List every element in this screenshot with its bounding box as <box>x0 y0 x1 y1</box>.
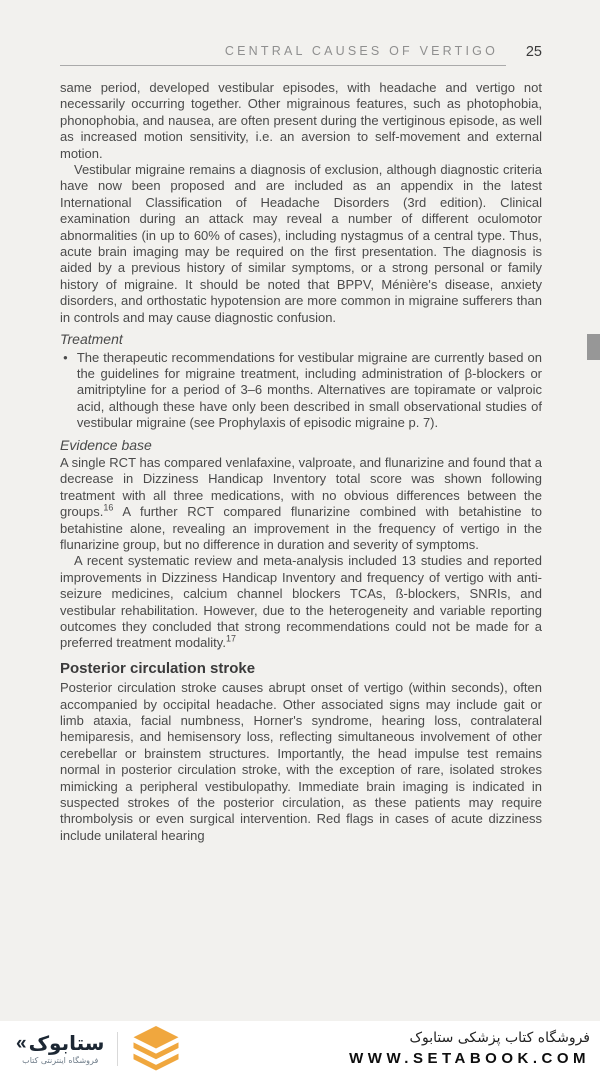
paragraph-posterior-stroke: Posterior circulation stroke causes abrupt onset of vertigo (within seconds), often accompanied by occipital headache. Other associated signs may include gait or limb ataxia, facial numbness, Horner's syndrome, hearing loss, contralateral hemiparesis, and hemisensory loss, reflecting simultaneous involvement of other cerebellar or brainstem structures. Importantly, the head impulse test remains normal in posterior circulation stroke, with the exception of rare, isolated strokes mimicking a peripheral vestibulopathy. Immediate brain imaging is indicated in suspected strokes of the posterior circulation, as these patients may require thrombolysis or even surgical intervention. Red flags in cases of acute dizziness include unilateral hearing <box>60 680 542 843</box>
chapter-title: CENTRAL CAUSES OF VERTIGO <box>60 44 506 66</box>
setabook-logo-row <box>16 1032 104 1054</box>
website-url: WWW.SETABOOK.COM <box>349 1050 590 1067</box>
page-body <box>60 80 542 844</box>
evidence-base-heading: Evidence base <box>60 436 152 453</box>
page-header <box>60 44 542 66</box>
page-number: 25 <box>525 44 542 60</box>
setabook-logo <box>16 1032 104 1065</box>
setabook-logo-text: ستابوک <box>28 1031 105 1055</box>
logo-chevron-icon: « <box>16 1032 27 1054</box>
footer-info <box>349 1030 590 1067</box>
setabook-logo-caption: فروشگاه اینترنتی کتاب <box>22 1056 99 1065</box>
footer-logos <box>16 1026 181 1071</box>
paragraph-evidence-review: A recent systematic review and meta-analysis included 13 studies and reported improvements in Dizziness Handicap Inventory and frequency of vertigo with anti-seizure medicines, calcium channel blockers TCAs, ß-blockers, SNRIs, and vestibular rehabilitation. However, due to the heterogeneity and variable reporting outcomes they concluded that strong recommendations could not be made for a preferred treatment modality.$^{17}$ <box>60 553 542 651</box>
treatment-bullet-list <box>60 350 542 432</box>
paragraph-diagnosis-of-exclusion: Vestibular migraine remains a diagnosis of exclusion, although diagnostic criteria have now been proposed and are included as an appendix in the latest International Classification of Headache Disorders (3rd edition). Clinical examination during an attack may reveal a number of different oculomotor abnormalities (in up to 60% of cases), including nystagmus of a central type. Thus, acute brain imaging may be required on the first presentation. The diagnosis is aided by a previous history of similar symptoms, or a strong personal or family history of migraine. It should be noted that BPPV, Ménière's disease, anxiety disorders, and orthostatic hypotension are more common in migraine sufferers than in controls and may cause diagnostic confusion. <box>60 162 542 325</box>
chapter-thumb-tab <box>587 334 600 360</box>
diamond-layers-logo-icon <box>131 1026 181 1071</box>
treatment-bullet-text: The therapeutic recommendations for vestibular migraine are currently based on the guidelines for migraine treatment, including administration of β-blockers or amitriptyline for a period of 3–6 months. Alternatives are topiramate or valproic acid, although these have only been described in small observational studies of vestibular migraine (see Prophylaxis of episodic migraine p. 7). <box>76 349 542 431</box>
store-name: فروشگاه کتاب پزشکی ستابوک <box>409 1030 590 1046</box>
posterior-circulation-stroke-heading: Posterior circulation stroke <box>60 659 256 677</box>
treatment-bullet-item <box>60 350 542 432</box>
footer-divider <box>117 1032 118 1066</box>
bullet-icon: ● <box>63 352 68 362</box>
footer <box>0 1021 600 1080</box>
treatment-heading: Treatment <box>60 331 123 348</box>
paragraph-vestibular-episodes: same period, developed vestibular episodes, with headache and vertigo not necessarily occurring together. Other migrainous features, such as photophobia, phonophobia, and nausea, are often present during the vertiginous episode, as well as increased motion sensitivity, i.e. an aversion to self-movement and external motion. <box>60 80 542 161</box>
paragraph-evidence-rct: A single RCT has compared venlafaxine, valproate, and flunarizine and found that a decrease in Dizziness Handicap Inventory total score was shown following treatment with all three medications, with no obvious differences between the groups.$^{16}$ A further RCT compared flunarizine combined with betahistine to betahistine alone, revealing an improvement in the frequency of vertigo in the flunarizine group, but no difference in duration and severity of symptoms. <box>60 454 542 552</box>
